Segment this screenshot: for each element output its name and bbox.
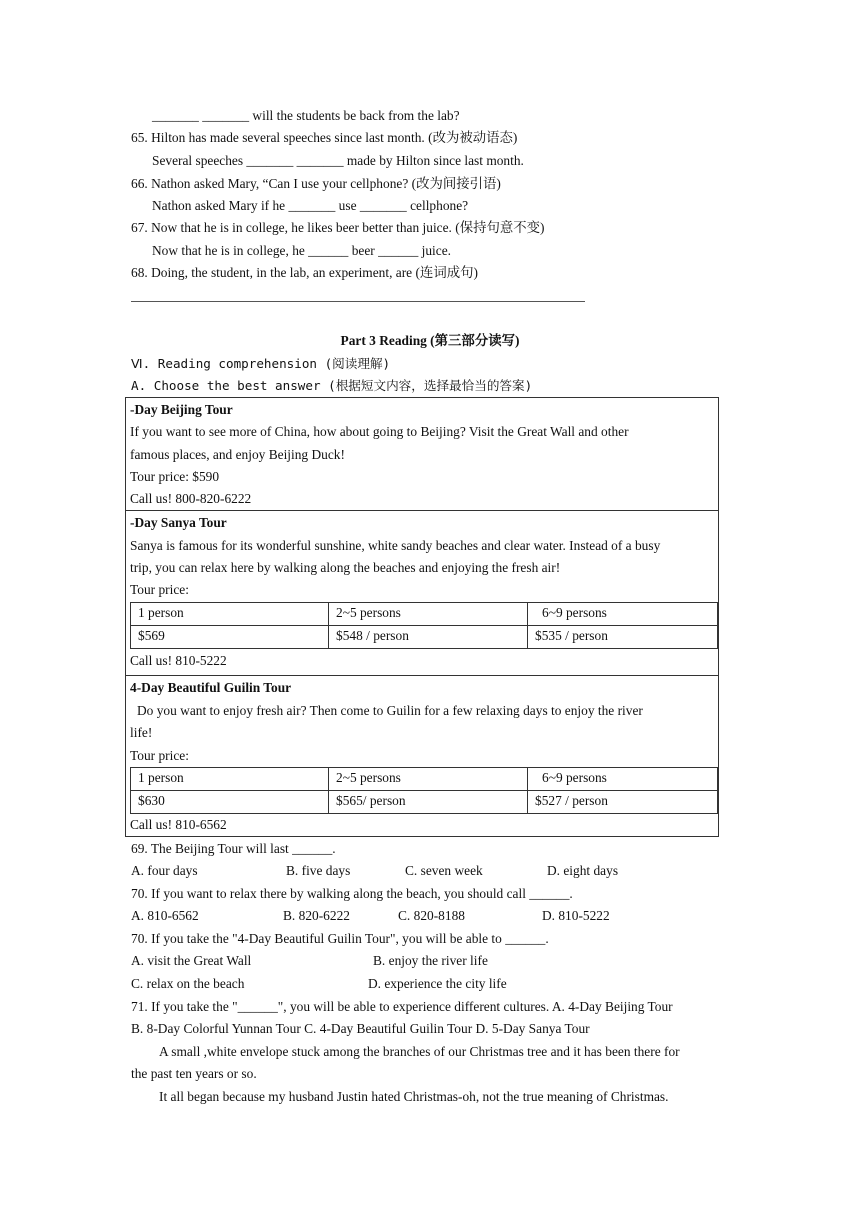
- question-68: 68. Doing, the student, in the lab, an experiment, are (连词成句): [131, 265, 478, 280]
- sanya-header-cell: 2~5 persons: [328, 602, 528, 626]
- option: C. 820-8188: [398, 908, 465, 923]
- option: C. seven week: [405, 863, 483, 878]
- option: A. visit the Great Wall: [131, 953, 252, 968]
- option: A. 810-6562: [131, 908, 199, 923]
- beijing-desc-2: famous places, and enjoy Beijing Duck!: [130, 447, 345, 462]
- passage-line: It all began because my husband Justin hated Christmas-oh, not the true meaning of Christmas.: [159, 1089, 669, 1104]
- part3-title: Part 3 Reading (第三部分读写): [340, 333, 520, 348]
- tour-separator: [125, 675, 719, 676]
- sanya-header-cell: 1 person: [130, 602, 329, 626]
- question-67: 67. Now that he is in college, he likes beer better than juice. (保持句意不变): [131, 220, 545, 235]
- beijing-tour-title: -Day Beijing Tour: [130, 402, 233, 417]
- guilin-price-cell: $630: [130, 790, 329, 814]
- section-title: Ⅵ. Reading comprehension (阅读理解): [131, 356, 391, 371]
- beijing-price: Tour price: $590: [130, 469, 220, 484]
- question-70: 70. If you want to relax there by walking along the beach, you should call ______.: [131, 886, 573, 901]
- passage-line: A small ,white envelope stuck among the branches of our Christmas tree and it has been there for: [159, 1044, 680, 1059]
- beijing-call: Call us! 800-820-6222: [130, 491, 252, 506]
- question-66-answer: Nathon asked Mary if he _______ use _______ cellphone?: [152, 198, 469, 213]
- question-65-answer: Several speeches _______ _______ made by Hilton since last month.: [152, 153, 524, 168]
- guilin-price-cell: $565/ person: [328, 790, 528, 814]
- option: B. five days: [286, 863, 351, 878]
- guilin-price-label: Tour price:: [130, 748, 189, 763]
- sanya-desc-1: Sanya is famous for its wonderful sunshine, white sandy beaches and clear water. Instead of a busy: [130, 538, 661, 553]
- guilin-desc-1: Do you want to enjoy fresh air? Then come to Guilin for a few relaxing days to enjoy the river: [137, 703, 643, 718]
- question-71: 71. If you take the "______", you will be able to experience different cultures. A. 4-Day Beijing Tour: [131, 999, 673, 1014]
- option: B. 820-6222: [283, 908, 350, 923]
- option: B. enjoy the river life: [373, 953, 488, 968]
- guilin-tour-title: 4-Day Beautiful Guilin Tour: [130, 680, 292, 695]
- sanya-price-cell: $548 / person: [328, 625, 528, 649]
- sanya-price-cell: $569: [130, 625, 329, 649]
- beijing-desc-1: If you want to see more of China, how about going to Beijing? Visit the Great Wall and other: [130, 424, 629, 439]
- option: A. four days: [131, 863, 198, 878]
- option: D. experience the city life: [368, 976, 507, 991]
- option: C. relax on the beach: [131, 976, 245, 991]
- question-65: 65. Hilton has made several speeches since last month. (改为被动语态): [131, 130, 518, 145]
- guilin-header-cell: 1 person: [130, 767, 329, 791]
- option: D. eight days: [547, 863, 619, 878]
- guilin-header-cell: 2~5 persons: [328, 767, 528, 791]
- sanya-desc-2: trip, you can relax here by walking along the beaches and enjoying the fresh air!: [130, 560, 561, 575]
- option: D. 810-5222: [542, 908, 610, 923]
- guilin-price-cell: $527 / person: [527, 790, 718, 814]
- guilin-call: Call us! 810-6562: [130, 817, 227, 832]
- question-67-answer: Now that he is in college, he ______ beer ______ juice.: [152, 243, 451, 258]
- sanya-header-cell: 6~9 persons: [527, 602, 718, 626]
- q64-answer-line: _______ _______ will the students be back from the lab?: [152, 108, 460, 123]
- question-66: 66. Nathon asked Mary, “Can I use your cellphone? (改为间接引语): [131, 176, 501, 191]
- question-69: 69. The Beijing Tour will last ______.: [131, 841, 336, 856]
- question-68-answer-line: [131, 301, 585, 302]
- sanya-call: Call us! 810-5222: [130, 653, 227, 668]
- section-instruction: A. Choose the best answer (根据短文内容，选择最恰当的答案): [131, 378, 533, 393]
- guilin-desc-2: life!: [130, 725, 153, 740]
- sanya-tour-title: -Day Sanya Tour: [130, 515, 227, 530]
- tour-separator: [125, 510, 719, 511]
- guilin-header-cell: 6~9 persons: [527, 767, 718, 791]
- question-70b: 70. If you take the "4-Day Beautiful Guilin Tour", you will be able to ______.: [131, 931, 549, 946]
- passage-line: the past ten years or so.: [131, 1066, 257, 1081]
- sanya-price-cell: $535 / person: [527, 625, 718, 649]
- sanya-price-label: Tour price:: [130, 582, 189, 597]
- question-71-options: B. 8-Day Colorful Yunnan Tour C. 4-Day Beautiful Guilin Tour D. 5-Day Sanya Tour: [131, 1021, 590, 1036]
